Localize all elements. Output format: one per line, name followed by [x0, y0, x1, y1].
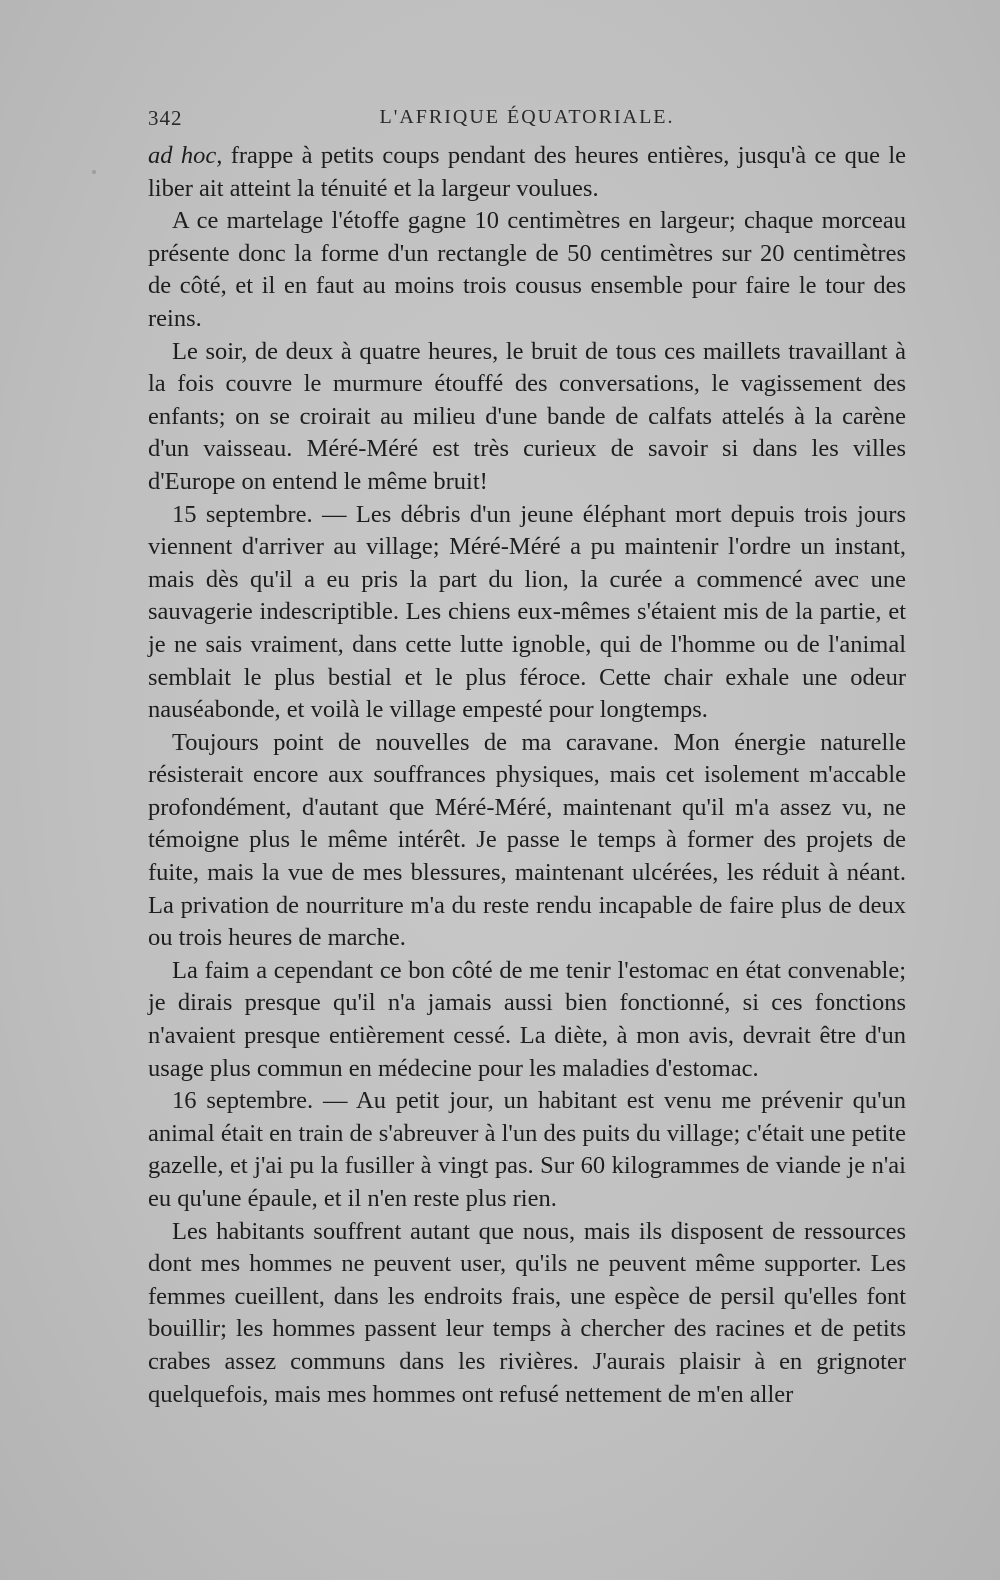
page-header: [148, 106, 906, 136]
paragraph-3: Le soir, de deux à quatre heures, le bruit de tous ces maillets travaillant à la fois couvre le murmure étouffé des conversations, le vagissement des enfants; on se croirait au milieu d'une bande de calfats attelés à la carène d'un vaisseau. Méré-Méré est très curieux de savoir si dans les villes d'Europe on entend le même bruit!: [148, 337, 906, 495]
page-number: 342: [148, 106, 183, 130]
running-title: L'AFRIQUE ÉQUATORIALE.: [379, 106, 675, 128]
paragraph-1: [148, 140, 906, 205]
paragraph-2: A ce martelage l'étoffe gagne 10 centimètres en largeur; chaque morceau présente donc la forme d'un rectangle de 50 centimètres sur 20 centimètres de côté, et il en faut au moins trois cousus ensemble pour faire le tour des reins.: [148, 207, 906, 332]
paragraph-6: La faim a cependant ce bon côté de me tenir l'estomac en état convenable; je dirais presque qu'il n'a jamais aussi bien fonctionné, si ces fonctions n'avaient presque entièrement cessé. La diète, à mon avis, devrait être d'un usage plus commun en médecine pour les maladies d'estomac.: [148, 956, 906, 1082]
italic-phrase: ad hoc,: [148, 142, 223, 169]
paragraph-5: Toujours point de nouvelles de ma caravane. Mon énergie naturelle résisterait encore aux souffrances physiques, mais cet isolement m'accable profondément, d'autant que Méré-Méré, maintenant qu'il m'a assez vu, ne témoigne plus le même intérêt. Je passe le temps à former des projets de fuite, mais la vue de mes blessures, maintenant ulcérées, les réduit à néant. La privation de nourriture m'a du reste rendu incapable de faire plus de deux ou trois heures de marche.: [148, 728, 906, 952]
paragraph-7: 16 septembre. — Au petit jour, un habitant est venu me prévenir qu'un animal était en train de s'abreuver à l'un des puits du village; c'était une petite gazelle, et j'ai pu la fusiller à vingt pas. Sur 60 kilogrammes de viande je n'ai eu qu'une épaule, et il n'en reste plus rien.: [148, 1087, 906, 1212]
paragraph-8: Les habitants souffrent autant que nous, mais ils disposent de ressources dont mes hommes ne peuvent user, qu'ils ne peuvent même supporter. Les femmes cueillent, dans les endroits frais, une espèce de persil qu'elles font bouillir; les hommes passent leur temps à chercher des racines et de petits crabes assez communs dans les rivières. J'aurais plaisir à en grignoter quelquefois, mais mes hommes ont refusé nettement de m'en aller: [148, 1217, 906, 1408]
paragraph-1-text: frappe à petits coups pendant des heures entières, jusqu'à ce que le liber ait atteint la ténuité et la largeur voulues.: [148, 142, 906, 202]
page-body: [148, 140, 906, 1411]
paragraph-4: 15 septembre. — Les débris d'un jeune éléphant mort depuis trois jours viennent d'arriver au village; Méré-Méré a pu maintenir l'ordre un instant, mais dès qu'il a eu pris la part du lion, la curée a commencé avec une sauvagerie indescriptible. Les chiens eux-mêmes s'étaient mis de la partie, et je ne sais vraiment, dans cette lutte ignoble, qui de l'homme ou de l'animal semblait le plus bestial et le plus féroce. Cette chair exhale une odeur nauséabonde, et voilà le village empesté pour longtemps.: [148, 500, 906, 724]
ink-smudge: [92, 170, 96, 174]
